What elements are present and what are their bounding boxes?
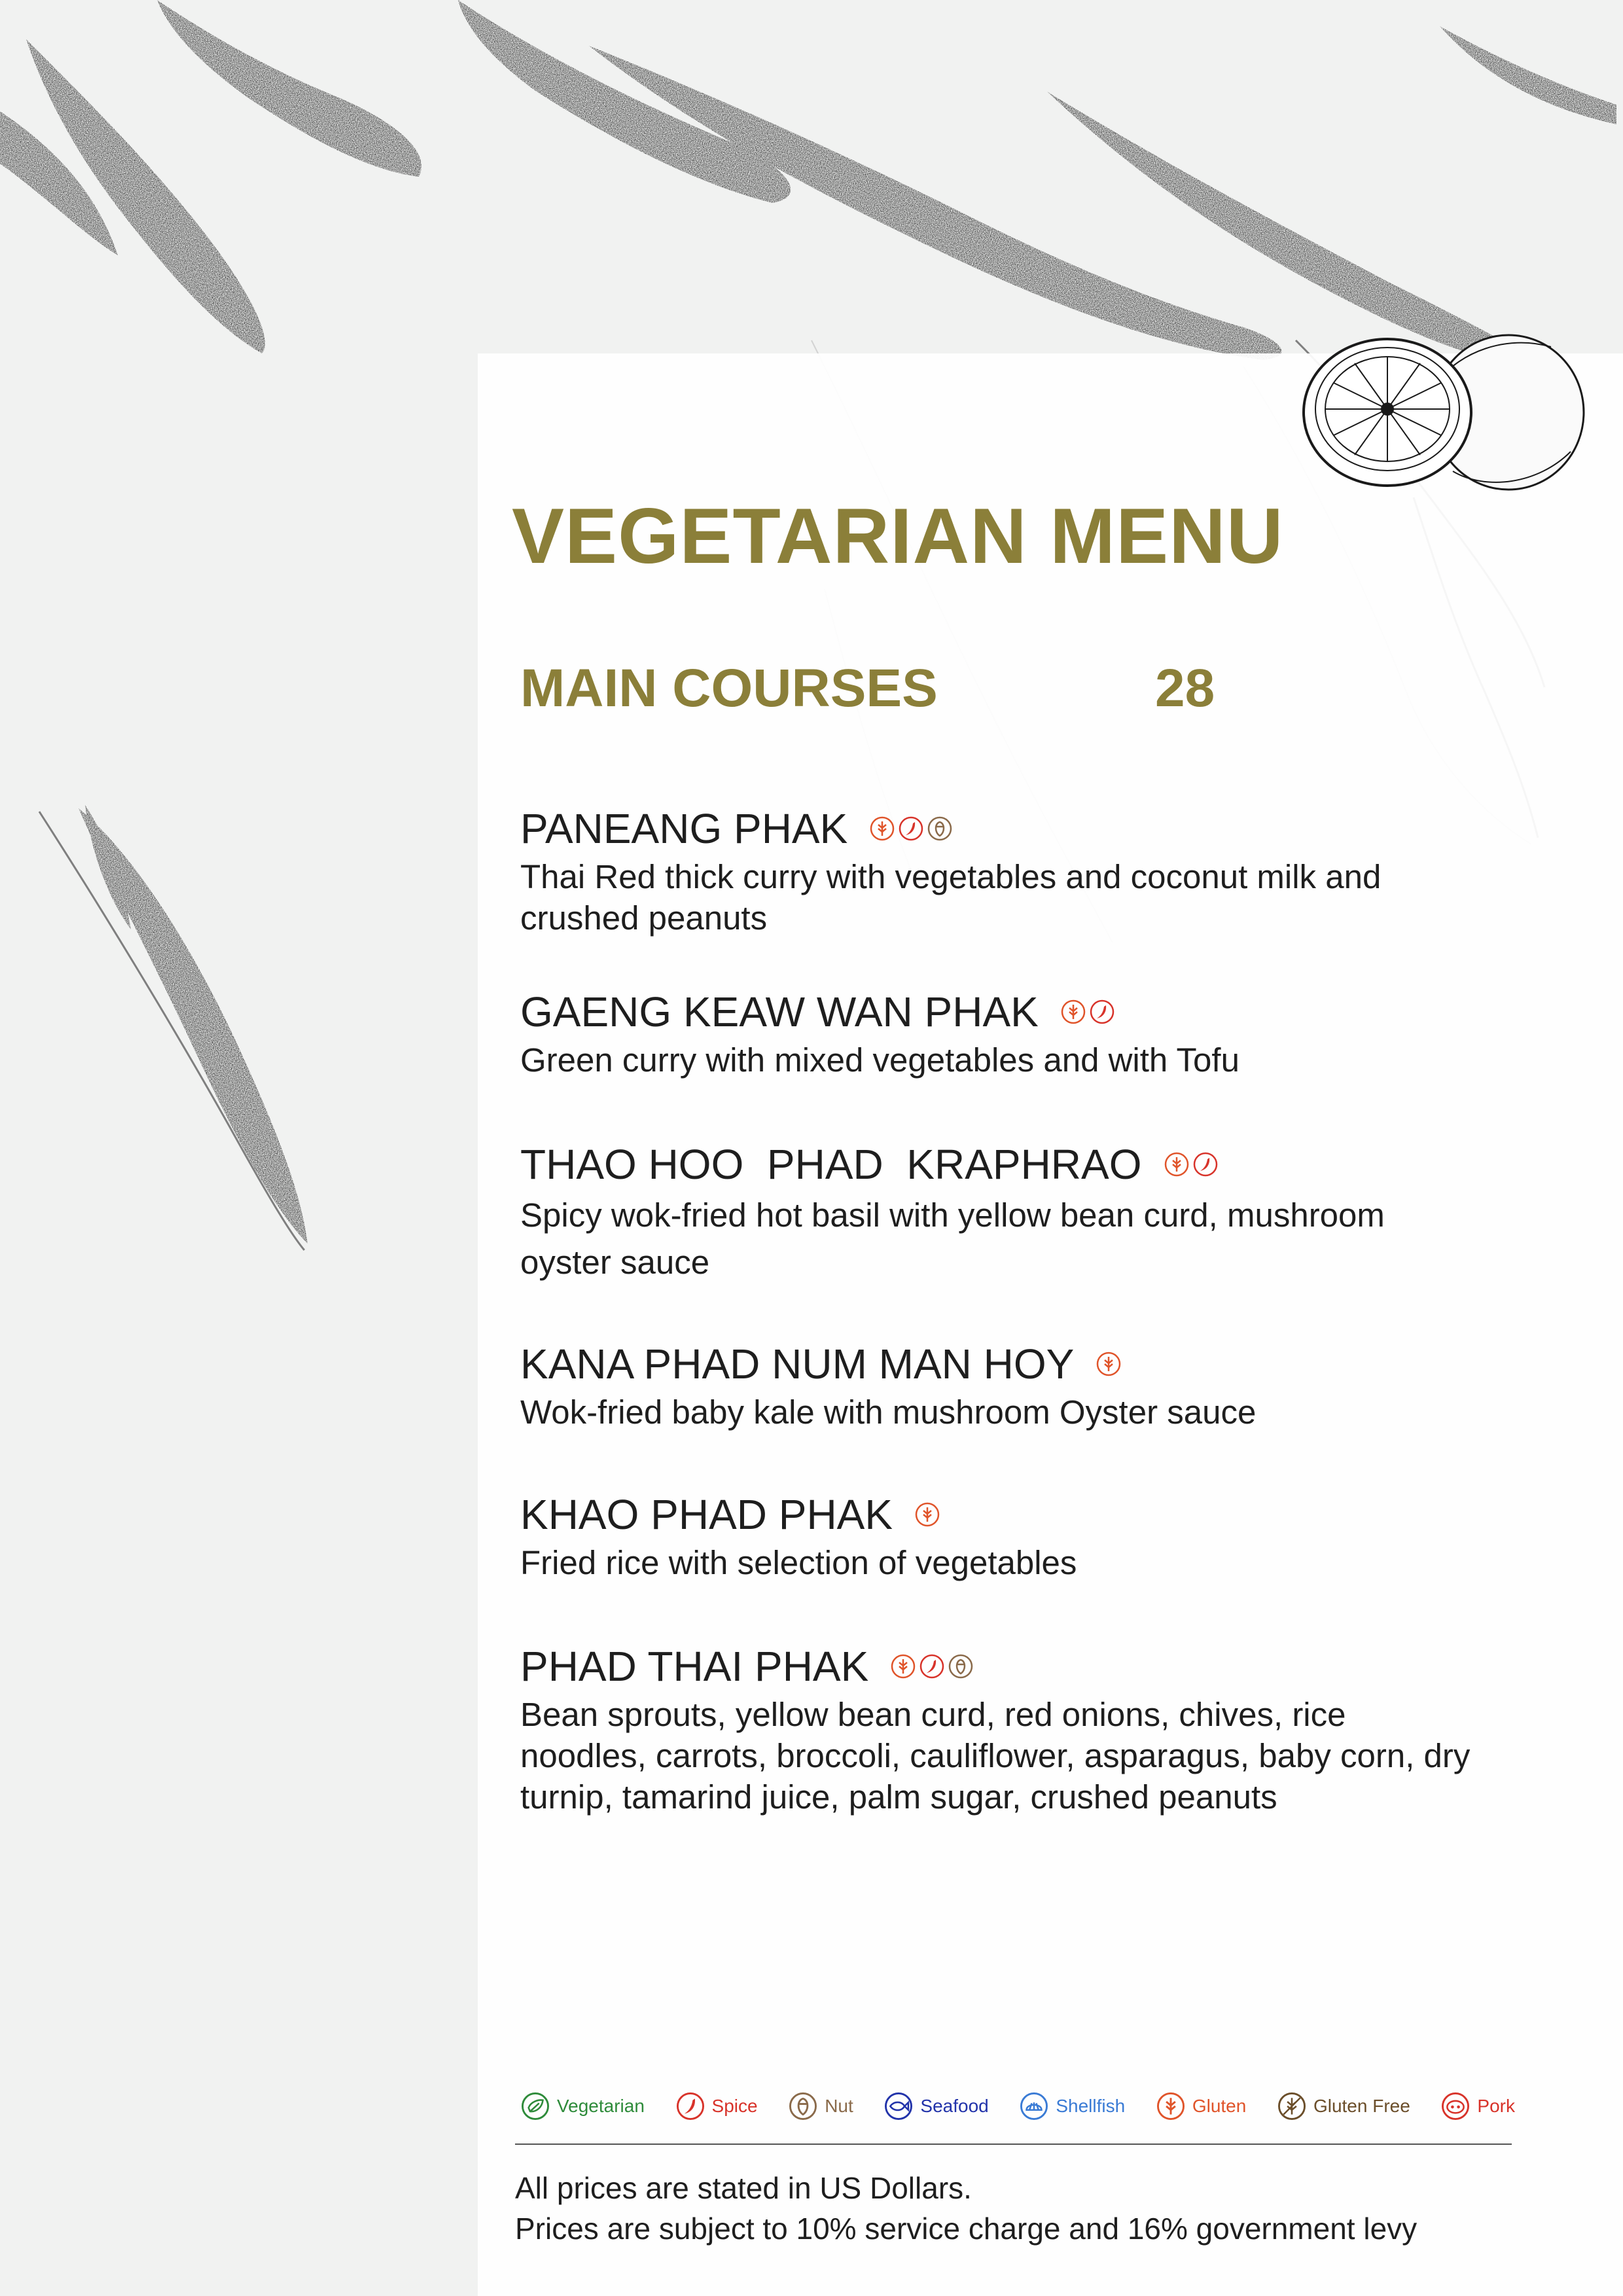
- footer-notes: [515, 2168, 1417, 2249]
- shellfish-icon: [1019, 2091, 1049, 2121]
- item-name: KHAO PHAD PHAK: [520, 1491, 893, 1538]
- menu-title: VEGETARIAN MENU: [512, 492, 1284, 580]
- item-icons: [1164, 1151, 1221, 1177]
- item-icons: [869, 816, 955, 842]
- spice-icon: [919, 1653, 945, 1679]
- item-name: PANEANG PHAK: [520, 805, 848, 852]
- legend-gluten-free: [1277, 2091, 1410, 2121]
- gluten-icon: [869, 816, 895, 842]
- section-price: 28: [1155, 658, 1215, 718]
- allergen-legend: [520, 2088, 1515, 2125]
- gluten-icon: [1164, 1151, 1190, 1177]
- item-description: Fried rice with selection of vegetables: [520, 1544, 1077, 1581]
- vegetarian-icon: [520, 2091, 550, 2121]
- item-name: PHAD THAI PHAK: [520, 1643, 869, 1690]
- item-icons: [890, 1653, 976, 1679]
- legend-label: Pork: [1477, 2096, 1515, 2116]
- item-description: Green curry with mixed vegetables and with Tofu: [520, 1041, 1240, 1079]
- nut-icon: [788, 2091, 818, 2121]
- section-title: MAIN COURSES: [520, 658, 938, 718]
- spice-icon: [1192, 1151, 1219, 1177]
- legend-shellfish: [1019, 2091, 1125, 2121]
- spice-icon: [1089, 999, 1115, 1025]
- legend-seafood: [883, 2091, 988, 2121]
- footer-line-currency: All prices are stated in US Dollars.: [515, 2171, 972, 2205]
- item-description: Wok-fried baby kale with mushroom Oyster sauce: [520, 1393, 1257, 1431]
- legend-pork: [1440, 2091, 1515, 2121]
- seafood-icon: [883, 2091, 914, 2121]
- footer-line-charges: Prices are subject to 10% service charge and 16% government levy: [515, 2212, 1418, 2246]
- legend-label: Spice: [711, 2096, 758, 2116]
- lemon-illustration: [1289, 314, 1603, 530]
- gluten-icon: [1156, 2091, 1186, 2121]
- menu-item: [520, 987, 1476, 1081]
- pork-icon: [1440, 2091, 1471, 2121]
- legend-label: Seafood: [920, 2096, 989, 2116]
- menu-item: [520, 1339, 1476, 1433]
- legend-label: Gluten Free: [1313, 2096, 1410, 2116]
- legend-label: Shellfish: [1056, 2096, 1126, 2116]
- legend-gluten: [1156, 2091, 1247, 2121]
- item-name: GAENG KEAW WAN PHAK: [520, 988, 1039, 1035]
- nut-icon: [927, 816, 953, 842]
- gluten-icon: [914, 1501, 940, 1528]
- menu-item: [520, 1641, 1476, 1818]
- spice-icon: [898, 816, 924, 842]
- menu-item: [520, 804, 1476, 939]
- footer-divider: [515, 2144, 1512, 2145]
- menu-item: [520, 1139, 1476, 1286]
- gluten-icon: [890, 1653, 916, 1679]
- legend-label: Nut: [825, 2096, 853, 2116]
- item-description: Bean sprouts, yellow bean curd, red onions, chives, rice noodles, carrots, broccoli, cauliflower, asparagus, baby corn, dry turnip, tamarind juice, palm sugar, crushed peanuts: [520, 1696, 1471, 1816]
- spice-icon: [675, 2091, 705, 2121]
- legend-spice: [675, 2091, 758, 2121]
- item-icons: [1096, 1351, 1124, 1377]
- nut-icon: [948, 1653, 974, 1679]
- legend-vegetarian: [520, 2091, 645, 2121]
- menu-item: [520, 1490, 1476, 1583]
- item-name: KANA PHAD NUM MAN HOY: [520, 1340, 1075, 1388]
- item-description: Thai Red thick curry with vegetables and coconut milk and crushed peanuts: [520, 858, 1382, 937]
- gluten-free-icon: [1277, 2091, 1307, 2121]
- gluten-icon: [1060, 999, 1086, 1025]
- content-panel: [478, 353, 1623, 2296]
- item-icons: [914, 1501, 943, 1528]
- legend-label: Gluten: [1192, 2096, 1247, 2116]
- gluten-icon: [1096, 1351, 1122, 1377]
- item-icons: [1060, 999, 1118, 1025]
- item-name: THAO HOO PHAD KRAPHRAO: [520, 1141, 1142, 1188]
- legend-nut: [788, 2091, 853, 2121]
- legend-label: Vegetarian: [557, 2096, 645, 2116]
- item-description: Spicy wok-fried hot basil with yellow bean curd, mushroom oyster sauce: [520, 1196, 1385, 1281]
